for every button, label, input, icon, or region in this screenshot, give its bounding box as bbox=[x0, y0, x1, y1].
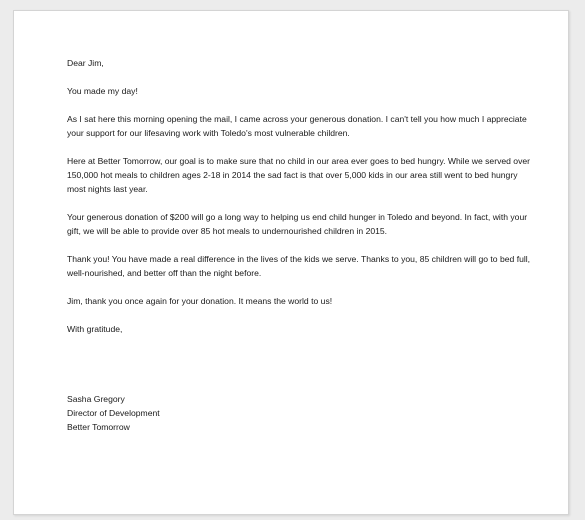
signature-block bbox=[67, 392, 537, 434]
paragraph-5: Thank you! You have made a real difference in the lives of the kids we serve. Thanks to you, 85 children will go to bed full, well-nourished, and better off than the night before. bbox=[67, 254, 531, 278]
closing: With gratitude, bbox=[67, 324, 123, 334]
paragraph-3: Here at Better Tomorrow, our goal is to make sure that no child in our area ever goes to bed hungry. While we served over 150,000 hot meals to children ages 2-18 in 2014 the sad fact is that over 5,000 kids in our area still went to bed hungry most nights last year. bbox=[67, 156, 531, 194]
salutation: Dear Jim, bbox=[67, 58, 104, 68]
paragraph-1: You made my day! bbox=[67, 86, 138, 96]
letter-page bbox=[13, 10, 569, 515]
signature-title: Director of Development bbox=[67, 408, 160, 418]
paragraph-6: Jim, thank you once again for your donation. It means the world to us! bbox=[67, 296, 333, 306]
signature-organization: Better Tomorrow bbox=[67, 422, 130, 432]
signature-name: Sasha Gregory bbox=[67, 394, 125, 404]
paragraph-4: Your generous donation of $200 will go a long way to helping us end child hunger in Toledo and beyond. In fact, with your gift, we will be able to provide over 85 hot meals to undernourished children in 2015. bbox=[67, 212, 528, 236]
paragraph-2: As I sat here this morning opening the mail, I came across your generous donation. I can't tell you how much I appreciate your support for our lifesaving work with Toledo's most vulnerable children. bbox=[67, 114, 527, 138]
letter-body bbox=[67, 56, 537, 434]
